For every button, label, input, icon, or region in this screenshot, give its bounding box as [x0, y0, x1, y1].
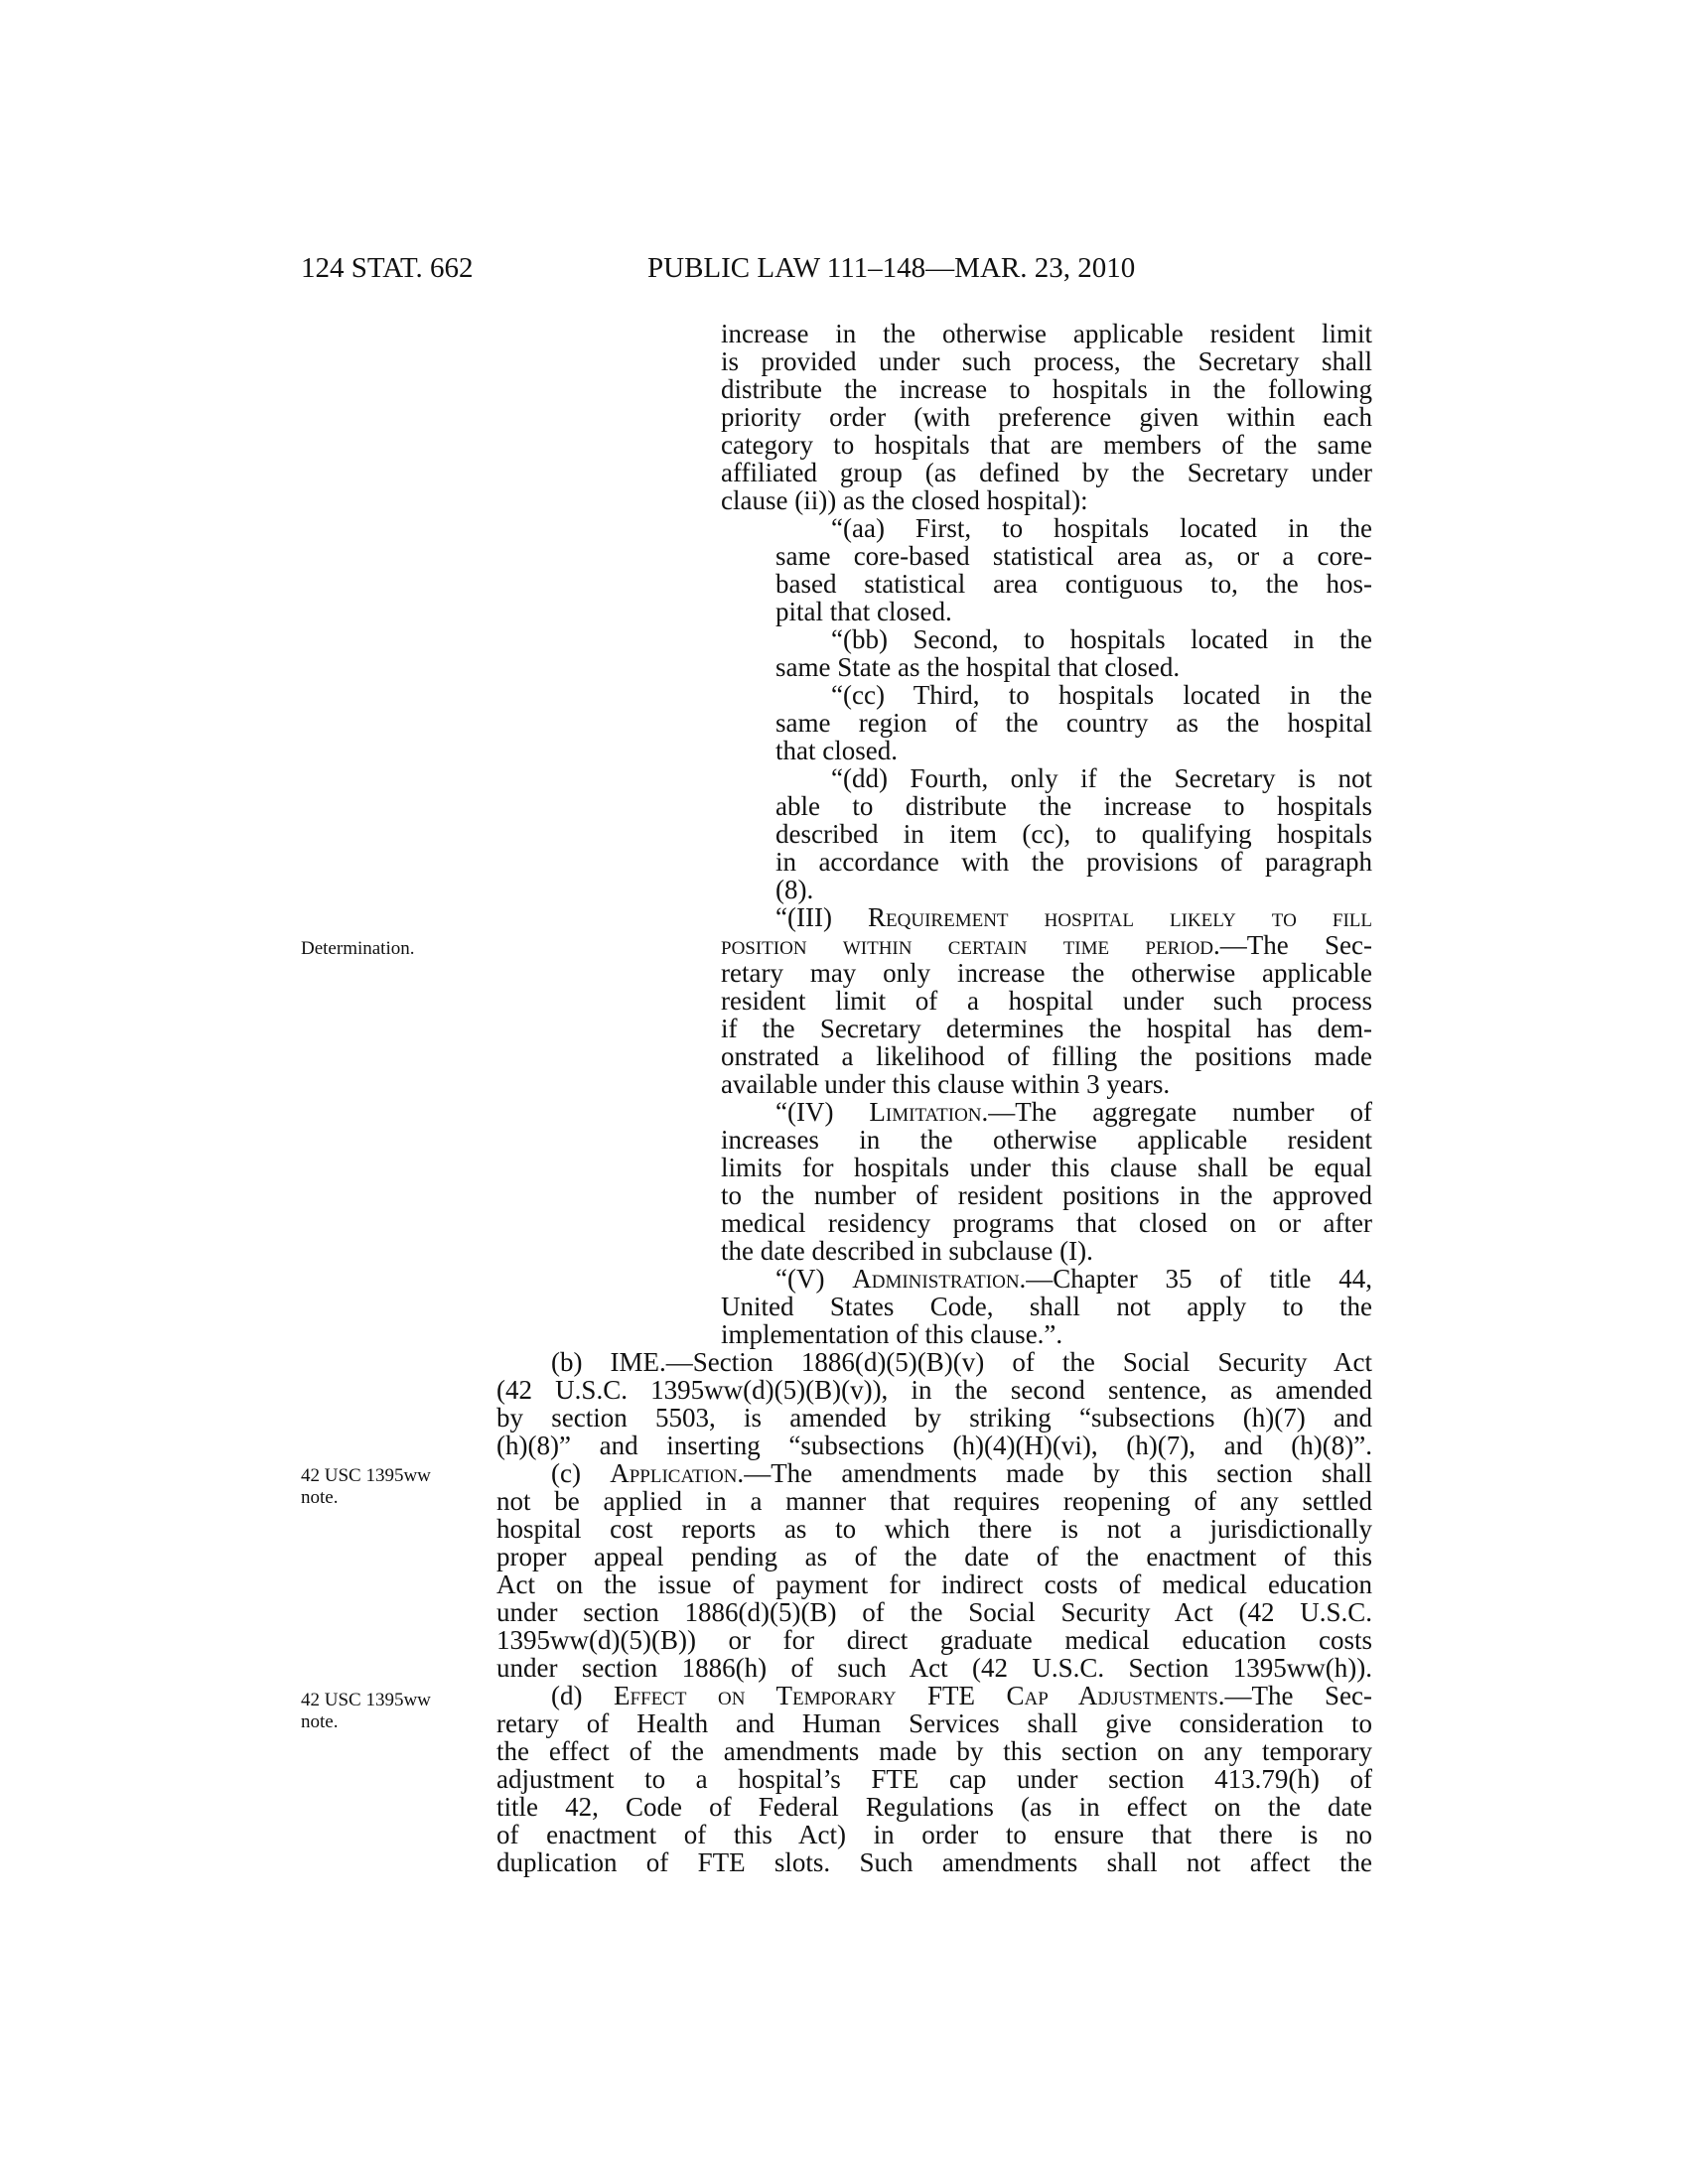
text-line: in accordance with the provisions of paragraph: [775, 847, 1372, 877]
text-line: same State as the hospital that closed.: [775, 652, 1181, 682]
subclause-v-heading: Administration.: [852, 1264, 1027, 1294]
text-line: under section 1886(d)(5)(B) of the Social Security Act (42 U.S.C.: [496, 1597, 1372, 1627]
text-line: Act on the issue of payment for indirect costs of medical education: [496, 1570, 1372, 1599]
text-line: increases in the otherwise applicable resident: [721, 1125, 1372, 1155]
text-line: same region of the country as the hospital: [775, 708, 1372, 738]
text-line: (42 U.S.C. 1395ww(d)(5)(B)(v)), in the second sentence, as amended: [496, 1375, 1372, 1405]
text-line: adjustment to a hospital’s FTE cap under section 413.79(h) of: [496, 1764, 1372, 1794]
subsection-b: (b) IME.—Section 1886(d)(5)(B)(v) of the Social Security Act: [551, 1347, 1372, 1377]
text-line: priority order (with preference given within each: [721, 402, 1372, 432]
text-line: retary may only increase the otherwise applicable: [721, 958, 1372, 988]
text-run: “(IV): [775, 1097, 870, 1127]
text-line: limits for hospitals under this clause shall be equal: [721, 1153, 1372, 1182]
item-bb: “(bb) Second, to hospitals located in the: [831, 624, 1372, 654]
text-line: resident limit of a hospital under such process: [721, 986, 1372, 1016]
subclause-iii-heading-cont: position within certain time period.: [721, 930, 1220, 960]
text-line: that closed.: [775, 736, 898, 765]
text-line: United States Code, shall not apply to the: [721, 1292, 1372, 1321]
text-line: distribute the increase to hospitals in the following: [721, 374, 1372, 404]
margin-note-determination: Determination.: [301, 938, 415, 959]
text-line: is provided under such process, the Secretary shall: [721, 346, 1372, 376]
text-line: duplication of FTE slots. Such amendments shall not affect the: [496, 1847, 1372, 1877]
text-line: pital that closed.: [775, 597, 952, 626]
text-run: —The Sec-: [1224, 1681, 1372, 1710]
text-line: available under this clause within 3 years.: [721, 1069, 1171, 1099]
margin-note-usc-2: 42 USC 1395ww: [301, 1690, 431, 1710]
text-line: affiliated group (as defined by the Secretary under: [721, 458, 1372, 487]
subsection-c: [551, 1459, 1372, 1487]
public-law-header: PUBLIC LAW 111–148—MAR. 23, 2010: [647, 252, 1136, 284]
text-line: (8).: [775, 875, 814, 904]
text-line: hospital cost reports as to which there is not a jurisdictionally: [496, 1514, 1372, 1544]
margin-note-usc-1: 42 USC 1395ww: [301, 1465, 431, 1486]
text-line: under section 1886(h) of such Act (42 U.S.C. Section 1395ww(h)).: [496, 1653, 1372, 1683]
subclause-v: [775, 1265, 1372, 1293]
text-line: 1395ww(d)(5)(B)) or for direct graduate medical education costs: [496, 1625, 1372, 1655]
text-line: of enactment of this Act) in order to ensure that there is no: [496, 1820, 1372, 1849]
text-line: retary of Health and Human Services shall give consideration to: [496, 1708, 1372, 1738]
margin-note-usc-1-note: note.: [301, 1487, 339, 1508]
text-run: (c): [551, 1458, 611, 1488]
item-cc: “(cc) Third, to hospitals located in the: [831, 680, 1372, 710]
text-line: by section 5503, is amended by striking “subsections (h)(7) and: [496, 1403, 1372, 1433]
text-line: title 42, Code of Federal Regulations (as in effect on the date: [496, 1792, 1372, 1822]
text-line: onstrated a likelihood of filling the positions made: [721, 1041, 1372, 1071]
subclause-iii-heading: “(III) Requirement hospital likely to fill: [775, 902, 1372, 932]
text-line: not be applied in a manner that requires reopening of any settled: [496, 1486, 1372, 1516]
text-line: increase in the otherwise applicable resident limit: [721, 319, 1372, 348]
text-run: —The amendments made by this section shall: [744, 1458, 1372, 1488]
text-line: same core-based statistical area as, or a core-: [775, 541, 1372, 571]
text-line: able to distribute the increase to hospitals: [775, 791, 1372, 821]
text-run: —The aggregate number of: [988, 1097, 1372, 1127]
text-line: implementation of this clause.”.: [721, 1319, 1063, 1349]
text-line: the date described in subclause (I).: [721, 1236, 1093, 1266]
text-line: [721, 931, 1372, 959]
margin-note-usc-2-note: note.: [301, 1711, 339, 1732]
text-run: —The Sec-: [1219, 930, 1373, 960]
text-line: based statistical area contiguous to, the hos-: [775, 569, 1372, 599]
text-run: “(V): [775, 1264, 853, 1294]
subsection-d: [551, 1682, 1372, 1709]
text-line: described in item (cc), to qualifying hospitals: [775, 819, 1372, 849]
text-run: (d): [551, 1681, 614, 1710]
item-aa: “(aa) First, to hospitals located in the: [831, 513, 1372, 543]
text-line: (h)(8)” and inserting “subsections (h)(4)(H)(vi), (h)(7), and (h)(8)”.: [496, 1431, 1372, 1460]
statute-page-number: 124 STAT. 662: [301, 252, 474, 284]
text-line: to the number of resident positions in the approved: [721, 1180, 1372, 1210]
text-line: category to hospitals that are members of the same: [721, 430, 1372, 460]
text-line: clause (ii)) as the closed hospital):: [721, 485, 1088, 515]
text-run: —Chapter 35 of title 44,: [1026, 1264, 1372, 1294]
item-dd: “(dd) Fourth, only if the Secretary is not: [831, 763, 1372, 793]
text-line: the effect of the amendments made by this section on any temporary: [496, 1736, 1372, 1766]
text-line: medical residency programs that closed on or after: [721, 1208, 1372, 1238]
subclause-iv-heading: Limitation.: [869, 1097, 989, 1127]
text-line: proper appeal pending as of the date of the enactment of this: [496, 1542, 1372, 1571]
subsection-d-heading: Effect on Temporary FTE Cap Adjustments.: [614, 1681, 1225, 1710]
subsection-c-heading: Application.: [610, 1458, 745, 1488]
subclause-iv: [775, 1098, 1372, 1126]
text-line: if the Secretary determines the hospital has dem-: [721, 1014, 1372, 1043]
